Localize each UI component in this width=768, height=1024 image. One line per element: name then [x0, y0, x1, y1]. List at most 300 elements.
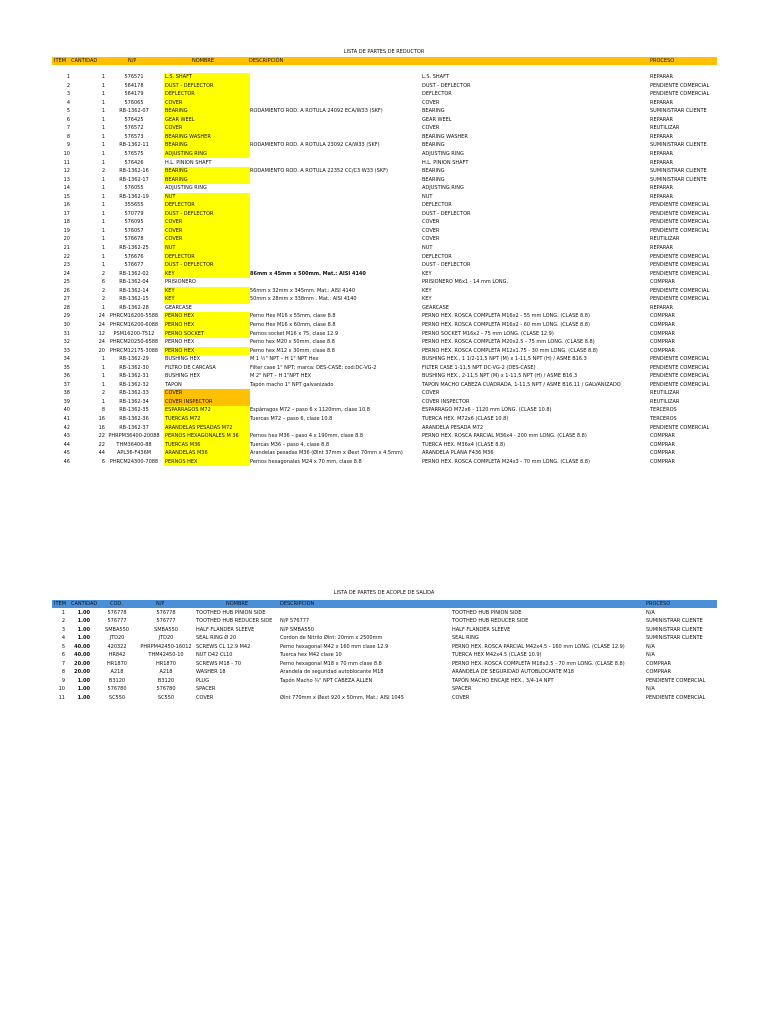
table2-title: LISTA DE PARTES DE ACOPLE DE SALIDA — [333, 590, 435, 596]
table-row — [52, 261, 717, 270]
item-cell: 36 — [63, 373, 70, 380]
description-detail-cell: DUST - DEFLECTOR — [422, 82, 471, 89]
item-cell: 41 — [63, 416, 70, 422]
qty-cell: 1 — [101, 159, 105, 166]
item-cell: 25 — [63, 279, 70, 286]
description-detail-cell: ADJUSTING RING — [422, 185, 464, 192]
part-number-cell: 576677 — [124, 262, 144, 269]
code-cell: 576780 — [107, 686, 127, 693]
part-number-cell: RB-1362-37 — [119, 424, 149, 431]
process-cell: PENDIENTE COMERCIAL — [650, 356, 710, 363]
part-name-cell: HALF FLANDER SLEEVE — [196, 626, 255, 633]
item-cell: 3 — [66, 91, 70, 98]
col-header-descripcion: DESCRIPCIÓN — [249, 58, 284, 64]
description-detail-cell: TUERCA HEX. M36x4 (CLASE 8.8) — [422, 441, 506, 448]
process-cell: PENDIENTE COMERCIAL — [650, 202, 710, 209]
table-row — [52, 253, 717, 262]
part-number-cell: RB-1362-36 — [119, 416, 149, 422]
item-cell: 6 — [66, 116, 70, 123]
col-header-cod: COD. — [110, 601, 123, 607]
description-cell: Perno hex M12 x 30mm, clase 8.8 — [250, 347, 335, 354]
item-cell: 46 — [63, 458, 70, 465]
item-cell: 21 — [63, 245, 70, 251]
table-row — [52, 398, 717, 407]
table-row — [52, 643, 717, 652]
qty-cell: 2 — [101, 296, 105, 303]
part-name-cell: ARANDELAS M36 — [164, 449, 250, 458]
part-number-cell: PHRCM16200-5588 — [109, 313, 159, 320]
part-number-cell: 576572 — [124, 125, 144, 132]
process-cell: SUMINISTRAR CLIENTE — [646, 618, 703, 625]
qty-cell: 1.00 — [77, 686, 90, 693]
table-row — [52, 176, 717, 185]
description-cell: Pernos hex M36 – paso 4 x 190mm, clase 8.8 — [250, 433, 364, 440]
table-row — [52, 660, 717, 669]
description-detail-cell: COVER — [422, 390, 440, 397]
part-number-cell: RB-1362-04 — [119, 279, 149, 286]
part-name-cell: H.L. PINION SHAFT — [165, 159, 212, 166]
table-row — [52, 432, 717, 441]
part-name-cell: BUSHING HEX — [165, 373, 201, 380]
table-row — [52, 210, 717, 219]
part-name-cell: TOOTHED HUB PINION SIDE — [196, 609, 266, 616]
process-cell: REUTILIZAR — [650, 398, 680, 405]
description-detail-cell: NUT — [422, 193, 433, 200]
part-name-cell: PERNO HEX — [164, 347, 250, 356]
table-row — [52, 124, 717, 133]
description-detail-cell: BEARING — [422, 142, 445, 149]
item-cell: 29 — [63, 313, 70, 320]
description-cell: N/P SMBA550 — [280, 626, 314, 633]
description-detail-cell: PERNO HEX. ROSCA COMPLETA M18x2.5 - 70 mm LONG. (CLASE 8.8) — [452, 660, 625, 667]
part-name-cell: DUST - DEFLECTOR — [164, 82, 250, 91]
part-number-cell: 564178 — [124, 82, 144, 89]
item-cell: 12 — [63, 168, 70, 175]
part-name-cell: COVER — [196, 695, 214, 701]
table-row — [52, 201, 717, 210]
part-number-cell: RB-1362-34 — [119, 398, 149, 405]
col-header-cantidad: CANTIDAD — [71, 58, 98, 64]
col-header-item: ITEM — [54, 58, 67, 64]
code-cell: SMBA550 — [105, 626, 129, 633]
part-name-cell: DEFLECTOR — [164, 201, 250, 210]
table-row — [52, 441, 717, 450]
description-detail-cell: KEY — [422, 270, 432, 277]
col-header-proceso: PROCESO — [646, 601, 671, 607]
item-cell: 7 — [61, 660, 65, 667]
part-name-cell: SCREWS M18 - 70 — [196, 660, 242, 667]
item-cell: 13 — [63, 176, 70, 183]
process-cell: N/A — [646, 609, 655, 616]
description-cell: RODAMIENTO ROD. A ROTULA 24092 ECA/W33 (SKF) — [250, 108, 383, 115]
table-row — [52, 406, 717, 415]
part-number-cell: 576426 — [124, 159, 144, 166]
part-number-cell: 355655 — [124, 202, 144, 209]
item-cell: 43 — [63, 433, 70, 440]
qty-cell: 20.00 — [74, 660, 90, 667]
item-cell: 32 — [63, 339, 70, 346]
part-name-cell: DEFLECTOR — [164, 90, 250, 99]
part-name-cell: KEY — [164, 295, 250, 304]
part-number-cell: 576777 — [156, 618, 176, 625]
item-cell: 5 — [61, 643, 65, 650]
part-name-cell: BUSHING HEX — [165, 356, 201, 363]
part-name-cell: BEARING — [164, 167, 250, 176]
item-cell: 3 — [61, 626, 65, 633]
part-name-cell: PERNOS HEX — [164, 458, 250, 467]
item-cell: 9 — [66, 142, 70, 149]
item-cell: 45 — [63, 450, 70, 457]
table2-header — [52, 600, 717, 608]
col-header-nombre: NOMBRE — [192, 58, 215, 64]
code-cell: 576778 — [107, 609, 127, 616]
qty-cell: 1.00 — [77, 695, 90, 701]
part-number-cell: 576057 — [124, 227, 144, 234]
item-cell: 39 — [63, 398, 70, 405]
part-number-cell: RB-1362-14 — [119, 287, 149, 294]
table-row — [52, 73, 717, 82]
part-name-cell: TAPON — [165, 381, 182, 388]
part-number-cell: PHRPM42450-16012 — [140, 643, 192, 650]
description-detail-cell: PERNO HEX. ROSCA COMPLETA M24x3 - 70 mm LONG. (CLASE 8.8) — [422, 458, 590, 465]
part-number-cell: JTD20 — [158, 635, 174, 642]
description-detail-cell: H.L. PINION SHAFT — [422, 159, 469, 166]
description-detail-cell: GEARCASE — [422, 304, 449, 311]
part-number-cell: THM36400-88 — [116, 441, 152, 448]
table-row — [52, 107, 717, 116]
table-row — [52, 677, 717, 686]
part-name-cell: GEARCASE — [165, 304, 192, 311]
process-cell: REUTILIZAR — [650, 390, 680, 397]
qty-cell: 1 — [101, 116, 105, 123]
table-row — [52, 321, 717, 330]
part-name-cell: PERNO HEX — [164, 321, 250, 330]
description-cell: N/P 576777 — [280, 618, 310, 625]
item-cell: 7 — [66, 125, 70, 132]
table-row — [52, 312, 717, 321]
item-cell: 33 — [63, 347, 70, 354]
part-name-cell: PERNOS HEXAGONALES M 36 — [164, 432, 250, 441]
table-row — [52, 167, 717, 176]
item-cell: 14 — [63, 185, 70, 192]
part-name-cell: BEARING — [164, 107, 250, 116]
table-row — [52, 364, 717, 373]
part-number-cell: RB-1362-02 — [119, 270, 149, 277]
part-name-cell: ADJUSTING RING — [165, 185, 207, 192]
part-name-cell: BEARING — [164, 176, 250, 185]
qty-cell: 1 — [101, 219, 105, 226]
description-detail-cell: BUSHING HEX., 1 1/2-11,5 NPT (M) x 1-11,5 NPT (H) / ASME B16.3 — [422, 356, 587, 363]
description-detail-cell: PERNO HEX. ROSCA PARCIAL M36x4 - 200 mm LONG. (CLASE 8.8) — [422, 433, 587, 440]
part-name-cell: COVER — [164, 235, 250, 244]
part-name-cell: COVER — [164, 124, 250, 133]
table-row — [52, 694, 717, 703]
table-row — [52, 626, 717, 635]
description-detail-cell: PERNO HEX. ROSCA COMPLETA M20x2.5 - 75 mm LONG. (CLASE 8.8) — [422, 339, 595, 346]
process-cell: PENDIENTE COMERCIAL — [650, 296, 710, 303]
item-cell: 42 — [63, 424, 70, 431]
code-cell: 420322 — [107, 643, 127, 650]
description-detail-cell: FILTER CASE 1-11,5 NPT DC-VG-2 (DES-CASE) — [422, 364, 536, 371]
description-detail-cell: DEFLECTOR — [422, 253, 452, 260]
col-header-np: N/P — [156, 601, 165, 607]
item-cell: 34 — [63, 356, 70, 363]
part-number-cell: HR1870 — [156, 660, 176, 667]
process-cell: PENDIENTE COMERCIAL — [650, 373, 710, 380]
qty-cell: 24 — [98, 321, 105, 328]
item-cell: 10 — [58, 686, 65, 693]
qty-cell: 1 — [101, 99, 105, 106]
process-cell: COMPRAR — [650, 458, 675, 465]
part-number-cell: B3120 — [157, 677, 175, 684]
table-row — [52, 99, 717, 108]
qty-cell: 1 — [101, 253, 105, 260]
item-cell: 4 — [66, 99, 70, 106]
item-cell: 16 — [63, 202, 70, 209]
code-cell: B3120 — [108, 677, 126, 684]
part-number-cell: PHRCM12175-3088 — [109, 347, 159, 354]
description-detail-cell: COVER — [422, 227, 440, 234]
qty-cell: 2 — [101, 390, 105, 397]
part-number-cell: 576678 — [124, 236, 144, 243]
description-detail-cell: TUERCA HEX. M72x6 (CLASE 10.8) — [422, 416, 509, 422]
qty-cell: 1 — [101, 150, 105, 157]
process-cell: PENDIENTE COMERCIAL — [650, 219, 710, 226]
item-cell: 5 — [66, 108, 70, 115]
part-number-cell: RB-1362-35 — [119, 407, 149, 414]
table-row — [52, 304, 717, 313]
process-cell: REPARAR — [650, 193, 673, 200]
qty-cell: 22 — [98, 433, 105, 440]
description-detail-cell: ARANDELA PESADA M72 — [422, 424, 484, 431]
process-cell: COMPRAR — [650, 279, 675, 286]
description-cell: Tuercas M72 – paso 6, clase 10.8 — [250, 416, 333, 422]
part-number-cell: RB-1362-30 — [119, 364, 149, 371]
description-detail-cell: COVER — [422, 236, 440, 243]
code-cell: HR842 — [108, 652, 126, 659]
part-number-cell: 576778 — [156, 609, 176, 616]
description-detail-cell: TUERCA HEX M42x4.5 (CLASE 10.9) — [452, 652, 542, 659]
table-row — [52, 381, 717, 390]
table-row — [52, 270, 717, 279]
item-cell: 8 — [66, 133, 70, 140]
item-cell: 22 — [63, 253, 70, 260]
part-number-cell: PHRCM16200-6088 — [109, 321, 159, 328]
item-cell: 15 — [63, 193, 70, 200]
process-cell: REPARAR — [650, 99, 673, 106]
item-cell: 1 — [61, 609, 65, 616]
table-row — [52, 82, 717, 91]
table-row — [52, 372, 717, 381]
process-cell: COMPRAR — [646, 669, 671, 676]
description-cell: RODAMIENTO ROD. A ROTULA 22352 CC/C3 W33 (SKF) — [250, 168, 388, 175]
part-number-cell: PSM16200-7512 — [113, 330, 155, 337]
description-detail-cell: DUST - DEFLECTOR — [422, 262, 471, 269]
part-name-cell: PERNO HEX — [165, 339, 195, 346]
description-cell: Espárragos M72 – paso 6 x 1120mm, clase 10.8 — [250, 407, 370, 414]
process-cell: N/A — [646, 643, 655, 650]
table-row — [52, 133, 717, 142]
qty-cell: 1 — [101, 176, 105, 183]
description-detail-cell: TAPON MACHO CABEZA CUADRADA, 1-11,5 NPT / ASME B16.11 / GALVANIZADO — [422, 381, 621, 388]
table-row — [52, 141, 717, 150]
qty-cell: 1 — [101, 245, 105, 251]
part-number-cell: RB-1362-31 — [119, 373, 149, 380]
process-cell: SUMINISTRAR CLIENTE — [646, 635, 703, 642]
description-detail-cell: SEAL RING — [452, 635, 479, 642]
qty-cell: 1.00 — [77, 635, 90, 642]
qty-cell: 1.00 — [77, 618, 90, 625]
item-cell: 28 — [63, 304, 70, 311]
qty-cell: 24 — [98, 313, 105, 320]
description-detail-cell: TAPÓN MACHO ENCAJE HEX., 3/4-14 NPT — [452, 677, 554, 684]
description-detail-cell: NUT — [422, 245, 433, 251]
description-cell: Perno hexagonal M18 x 70 mm clase 8.8 — [280, 660, 382, 667]
table-row — [52, 235, 717, 244]
description-detail-cell: SPACER — [452, 686, 472, 693]
description-cell: 86mm x 45mm x 500mm. Mat.: AISI 4140 — [250, 270, 366, 277]
part-number-cell: 576425 — [124, 116, 144, 123]
qty-cell: 1.00 — [77, 677, 90, 684]
part-name-cell: ADJUSTING RING — [164, 150, 250, 159]
process-cell: COMPRAR — [650, 441, 675, 448]
description-detail-cell: PERNO HEX. ROSCA COMPLETA M12x1.75 - 30 mm LONG. (CLASE 8.8) — [422, 347, 598, 354]
table-row — [52, 218, 717, 227]
item-cell: 19 — [63, 227, 70, 234]
process-cell: REUTILIZAR — [650, 125, 680, 132]
part-number-cell: APL36-F436M — [116, 450, 152, 457]
part-name-cell: BEARING — [164, 141, 250, 150]
table-row — [52, 415, 717, 424]
part-number-cell: PHRPM36400-20088 — [108, 433, 160, 440]
table-row — [52, 330, 717, 339]
part-name-cell: KEY — [164, 270, 250, 279]
item-cell: 9 — [61, 677, 65, 684]
process-cell: COMPRAR — [650, 330, 675, 337]
process-cell: COMPRAR — [650, 339, 675, 346]
description-detail-cell: BEARING — [422, 108, 445, 115]
part-name-cell: PLUG — [196, 677, 210, 684]
table-row — [52, 347, 717, 356]
part-number-cell: RB-1362-07 — [119, 108, 149, 115]
item-cell: 2 — [66, 82, 70, 89]
description-cell: Tapón macho 1" NPT galvanizado — [250, 381, 334, 388]
process-cell: REPARAR — [650, 159, 673, 166]
part-name-cell: DUST - DEFLECTOR — [164, 261, 250, 270]
part-name-cell: COVER — [164, 389, 250, 398]
item-cell: 2 — [61, 618, 65, 625]
process-cell: COMPRAR — [650, 347, 675, 354]
part-name-cell: SCREWS CL 12.9 M42 — [196, 643, 251, 650]
part-number-cell: RB-1362-17 — [119, 176, 149, 183]
table-row — [52, 617, 717, 626]
description-cell: M 1 ½" NPT – H 1" NPT Hex — [250, 356, 319, 363]
part-number-cell: 576065 — [124, 99, 144, 106]
qty-cell: 1 — [101, 133, 105, 140]
part-name-cell: COVER — [164, 218, 250, 227]
table-row — [52, 227, 717, 236]
qty-cell: 8 — [101, 407, 105, 414]
part-name-cell: ARANDELAS PESADAS M72 — [164, 424, 250, 433]
process-cell: COMPRAR — [650, 321, 675, 328]
part-name-cell: FILTRO DE CARCASA — [165, 364, 216, 371]
process-cell: COMPRAR — [650, 313, 675, 320]
item-cell: 24 — [63, 270, 70, 277]
qty-cell: 1 — [101, 202, 105, 209]
part-number-cell: 576055 — [124, 185, 144, 192]
qty-cell: 1 — [101, 373, 105, 380]
qty-cell: 6 — [101, 458, 105, 465]
col-header-cantidad: CANTIDAD — [71, 601, 98, 607]
qty-cell: 1.00 — [77, 626, 90, 633]
description-detail-cell: ARANDELA DE SEGURIDAD AUTOBLOCANTE M18 — [452, 669, 574, 676]
process-cell: COMPRAR — [646, 660, 671, 667]
item-cell: 30 — [63, 321, 70, 328]
description-detail-cell: KEY — [422, 287, 432, 294]
description-detail-cell: KEY — [422, 296, 432, 303]
part-number-cell: RB-1362-16 — [119, 168, 149, 175]
description-detail-cell: DEFLECTOR — [422, 202, 452, 209]
process-cell: REPARAR — [650, 150, 673, 157]
table-row — [52, 338, 717, 347]
description-detail-cell: COVER — [422, 219, 440, 226]
part-number-cell: RB-1362-15 — [119, 296, 149, 303]
description-cell: Tapón Macho ¾" NPT CABEZA ALLEN — [280, 677, 373, 684]
item-cell: 20 — [63, 236, 70, 243]
process-cell: COMPRAR — [650, 433, 675, 440]
process-cell: PENDIENTE COMERCIAL — [650, 262, 710, 269]
table-row — [52, 287, 717, 296]
qty-cell: 40.00 — [74, 643, 90, 650]
description-cell: Tuerca hex M42 clase 10 — [280, 652, 342, 659]
description-cell: Perno hexagonal M42 x 160 mm clase 12.9 — [280, 643, 389, 650]
part-name-cell: NUT — [164, 244, 250, 253]
code-cell: 576777 — [107, 618, 127, 625]
part-number-cell: 576571 — [124, 74, 144, 80]
description-detail-cell: TOOTHED HUB PINION SIDE — [452, 609, 522, 616]
table-row — [52, 295, 717, 304]
description-detail-cell: HALF FLANDER SLEEVE — [452, 626, 511, 633]
item-cell: 44 — [63, 441, 70, 448]
part-name-cell: TUERCAS M72 — [164, 415, 250, 424]
qty-cell: 1 — [101, 356, 105, 363]
qty-cell: 20 — [98, 347, 105, 354]
part-name-cell: DUST - DEFLECTOR — [164, 210, 250, 219]
description-cell: Tuercas M36 – paso 4, clase 8.8 — [250, 441, 330, 448]
qty-cell: 1 — [101, 381, 105, 388]
part-name-cell: COVER — [164, 99, 250, 108]
item-cell: 40 — [63, 407, 70, 414]
description-cell: Perno Hex M16 x 55mm, clase 8.8 — [250, 313, 336, 320]
part-number-cell: RB-1362-19 — [119, 193, 149, 200]
part-number-cell: PHRCM24300-7088 — [109, 458, 159, 465]
item-cell: 18 — [63, 219, 70, 226]
item-cell: 23 — [63, 262, 70, 269]
qty-cell: 1 — [101, 142, 105, 149]
description-cell: RODAMIENTO ROD. A ROTULA 23092 CA/W33 (SKF) — [250, 142, 380, 149]
description-detail-cell: COVER — [452, 695, 470, 701]
qty-cell: 1 — [101, 236, 105, 243]
process-cell: REPARAR — [650, 185, 673, 192]
process-cell: SUMINISTRAR CLIENTE — [650, 108, 707, 115]
qty-cell: 2 — [101, 270, 105, 277]
table-row — [52, 116, 717, 125]
description-cell: Perno Hex M16 x 60mm, clase 8.8 — [250, 321, 336, 328]
table-row — [52, 449, 717, 458]
qty-cell: 1 — [101, 82, 105, 89]
qty-cell: 16 — [98, 416, 105, 422]
description-cell: M 2" NPT – H 1"NPT HEX — [250, 373, 312, 380]
